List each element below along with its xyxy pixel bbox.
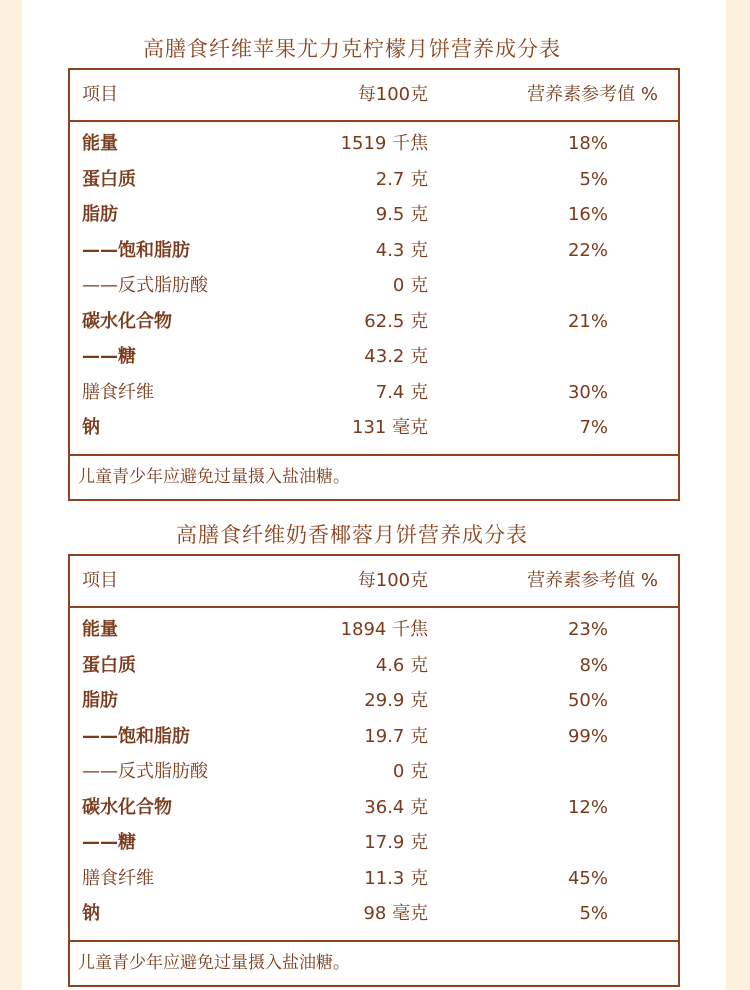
row-value: 19.7 克 <box>364 725 429 747</box>
table-row <box>69 896 679 941</box>
table-row <box>69 197 679 233</box>
row-name: ——糖 <box>82 346 136 367</box>
header-item: 项目 <box>69 69 316 121</box>
row-name: 碳水化合物 <box>82 796 172 818</box>
table-row <box>69 825 679 861</box>
row-value: 17.9 克 <box>364 832 429 853</box>
footnote: 儿童青少年应避免过量摄入盐油糖。 <box>69 941 679 986</box>
table-row <box>69 607 679 648</box>
row-name: 脂肪 <box>82 204 118 225</box>
table-row <box>69 683 679 719</box>
row-value: 7.4 克 <box>375 381 429 403</box>
table-row <box>69 121 679 162</box>
table-row <box>69 790 679 826</box>
row-name: ——反式脂肪酸 <box>82 275 208 296</box>
row-name: 膳食纤维 <box>82 381 154 403</box>
table-row <box>69 162 679 198</box>
row-nrv: 16% <box>567 204 608 225</box>
row-value: 9.5 克 <box>375 204 429 225</box>
row-name: ——反式脂肪酸 <box>82 761 208 782</box>
row-value: 11.3 克 <box>364 867 429 889</box>
table-row <box>69 268 679 304</box>
row-nrv: 22% <box>567 239 608 261</box>
row-nrv: 30% <box>567 381 608 403</box>
table-row <box>69 375 679 411</box>
row-name: 膳食纤维 <box>82 867 154 889</box>
row-nrv: 50% <box>567 690 608 711</box>
row-value: 98 毫克 <box>363 903 429 924</box>
header-per100: 每100克 <box>316 69 428 121</box>
row-value: 131 毫克 <box>352 417 429 438</box>
table-row <box>69 754 679 790</box>
row-value: 36.4 克 <box>364 796 429 818</box>
row-nrv: 21% <box>567 310 608 332</box>
row-value: 43.2 克 <box>364 346 429 367</box>
row-name: 能量 <box>82 619 118 640</box>
row-name: 能量 <box>82 133 118 154</box>
table-header-row <box>69 69 679 121</box>
row-value: 2.7 克 <box>375 168 429 190</box>
nutrition-table-1 <box>68 68 680 501</box>
row-nrv: 23% <box>567 619 608 640</box>
header-nrv: 营养素参考值 % <box>428 69 679 121</box>
row-nrv: 8% <box>579 654 608 676</box>
header-item: 项目 <box>69 555 316 607</box>
row-value: 62.5 克 <box>364 310 429 332</box>
row-nrv: 5% <box>579 903 608 924</box>
row-nrv: 7% <box>579 417 608 438</box>
table-row <box>69 339 679 375</box>
row-name: ——饱和脂肪 <box>82 239 190 261</box>
row-nrv <box>428 268 679 304</box>
row-name: 钠 <box>82 903 100 924</box>
table-row <box>69 304 679 340</box>
row-value: 1894 千焦 <box>340 619 429 640</box>
row-name: ——饱和脂肪 <box>82 725 190 747</box>
table-header-row <box>69 555 679 607</box>
footnote: 儿童青少年应避免过量摄入盐油糖。 <box>69 455 679 500</box>
row-nrv <box>428 754 679 790</box>
header-nrv: 营养素参考值 % <box>428 555 679 607</box>
table-footnote-row <box>69 941 679 986</box>
page-sheet <box>22 0 726 990</box>
row-nrv: 5% <box>579 168 608 190</box>
row-value: 4.3 克 <box>375 239 429 261</box>
row-nrv: 45% <box>567 867 608 889</box>
row-name: ——糖 <box>82 832 136 853</box>
header-per100: 每100克 <box>316 555 428 607</box>
table-footnote-row <box>69 455 679 500</box>
row-name: 蛋白质 <box>82 654 136 676</box>
row-name: 蛋白质 <box>82 168 136 190</box>
nutrition-table-2 <box>68 554 680 987</box>
row-name: 碳水化合物 <box>82 310 172 332</box>
row-value: 0 克 <box>392 275 429 296</box>
table-row <box>69 233 679 269</box>
row-value: 1519 千焦 <box>340 133 429 154</box>
table-row <box>69 719 679 755</box>
table-row <box>69 648 679 684</box>
row-value: 29.9 克 <box>364 690 429 711</box>
row-name: 脂肪 <box>82 690 118 711</box>
table-2-title: 高膳食纤维奶香椰蓉月饼营养成分表 <box>176 523 528 547</box>
row-nrv: 99% <box>567 725 608 747</box>
row-nrv: 18% <box>567 133 608 154</box>
row-name: 钠 <box>82 417 100 438</box>
table-1-title: 高膳食纤维苹果尤力克柠檬月饼营养成分表 <box>143 37 561 61</box>
row-value: 0 克 <box>392 761 429 782</box>
row-nrv <box>428 339 679 375</box>
table-row <box>69 410 679 455</box>
table-row <box>69 861 679 897</box>
row-value: 4.6 克 <box>375 654 429 676</box>
row-nrv: 12% <box>567 796 608 818</box>
row-nrv <box>428 825 679 861</box>
